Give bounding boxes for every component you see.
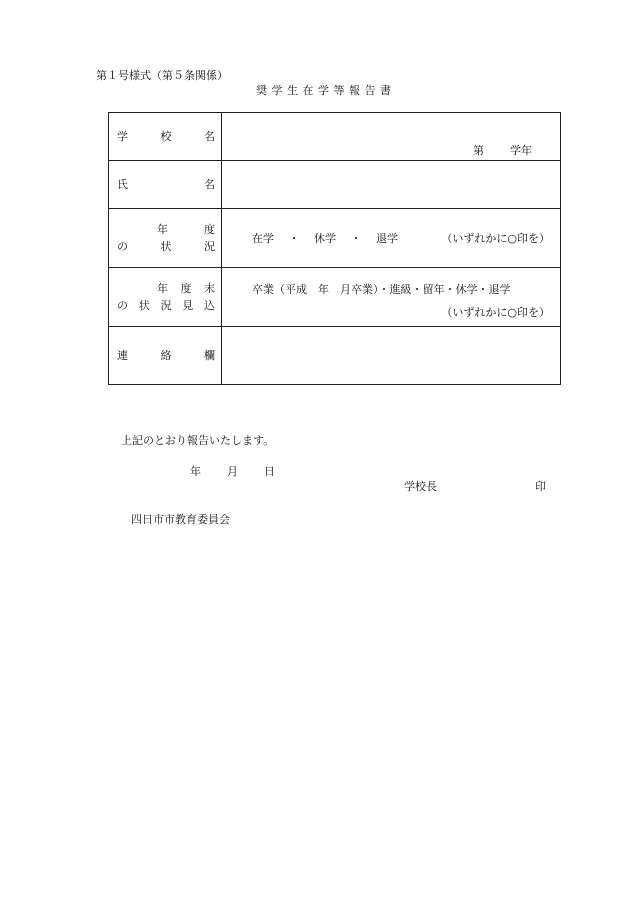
table-row-name [109, 161, 561, 209]
principal-label: 学校長 [404, 480, 437, 493]
label-char: 学 [117, 130, 128, 143]
date-line [190, 463, 275, 479]
status-hint: （いずれかに○印を） [441, 232, 550, 245]
date-year: 年 [190, 465, 201, 478]
outlook-hint: （いずれかに○印を） [441, 306, 550, 319]
school-name-label [109, 113, 222, 161]
name-label [109, 161, 222, 209]
report-table [108, 112, 561, 385]
grade-text [473, 142, 532, 158]
label-char: 校 [160, 130, 172, 143]
grade-prefix: 第 [473, 144, 484, 157]
label-char: 名 [204, 130, 215, 143]
outlook-label [109, 268, 222, 327]
contact-field[interactable] [222, 327, 561, 385]
label-char: の [117, 240, 128, 253]
document-title: 奨学生在学等報告書 [256, 84, 396, 97]
status-options [252, 230, 398, 246]
label-char: 年 [157, 223, 168, 236]
table-row-contact [109, 327, 561, 385]
separator-dot: ・ [350, 232, 362, 245]
seal-mark: 印 [535, 480, 546, 493]
grade-suffix: 学年 [510, 144, 532, 157]
status-option-enrolled[interactable]: 在学 [252, 232, 274, 245]
status-field[interactable] [222, 209, 561, 268]
status-option-withdrawn[interactable]: 退学 [376, 232, 398, 245]
label-char: の [117, 299, 128, 312]
date-month: 月 [227, 465, 238, 478]
label-char: 込 [204, 299, 215, 312]
table-row-status [109, 209, 561, 268]
label-char: 状 [160, 240, 172, 253]
label-char: 氏 [117, 178, 128, 191]
form-number: 第１号様式（第５条関係） [96, 69, 228, 82]
label-char: 年 [157, 282, 168, 295]
label-char: 名 [204, 178, 215, 191]
outlook-field[interactable] [222, 268, 561, 327]
table-row-school [109, 113, 561, 161]
label-char: 度 [180, 282, 192, 295]
label-char: 末 [204, 282, 215, 295]
table-row-outlook [109, 268, 561, 327]
label-char: 状 [138, 299, 150, 312]
addressee: 四日市市教育委員会 [131, 513, 230, 526]
label-char: 見 [182, 299, 194, 312]
date-day: 日 [264, 465, 275, 478]
name-field[interactable] [222, 161, 561, 209]
label-char: 況 [204, 240, 215, 253]
separator-dot: ・ [288, 232, 300, 245]
status-option-leave[interactable]: 休学 [314, 232, 336, 245]
label-char: 絡 [160, 349, 172, 362]
label-char: 況 [160, 299, 172, 312]
contact-label [109, 327, 222, 385]
school-name-field[interactable] [222, 113, 561, 161]
closing-statement: 上記のとおり報告いたします。 [121, 434, 275, 447]
label-char: 連 [117, 349, 128, 362]
outlook-options: 卒業（平成 年 月卒業）・進級・留年・休学・退学 [252, 283, 511, 296]
status-label [109, 209, 222, 268]
label-char: 度 [204, 223, 215, 236]
label-char: 欄 [204, 349, 215, 362]
